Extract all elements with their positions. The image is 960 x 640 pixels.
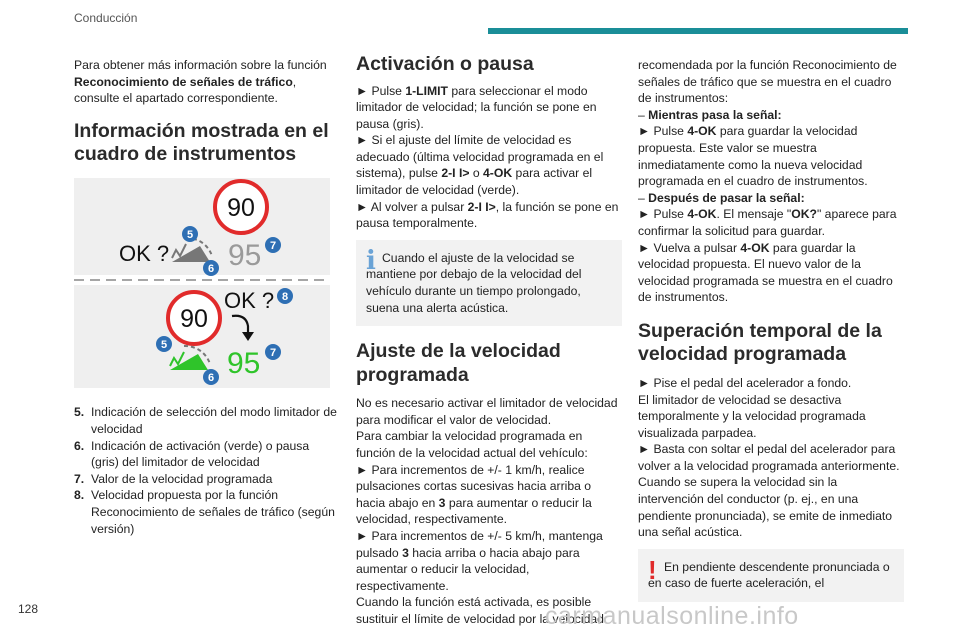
sign-speed-bottom-text: 90 <box>180 304 208 333</box>
paragraph: ► Al volver a pulsar 2-I I>, la función se pone en pausa temporalmente. <box>356 199 619 231</box>
paragraph: ► Pulse 4-OK. El mensaje "OK?" aparece para confirmar la solicitud para guardar. <box>638 207 897 238</box>
svg-text:5: 5 <box>186 228 194 241</box>
ok-prompt-top: OK ? <box>119 240 170 266</box>
legend-item: 7. Valor de la velocidad programada <box>74 471 273 486</box>
paragraph: ► Pulse 1-LIMIT para seleccionar el modo limitador de velocidad; la función se pone en pausa (gris). <box>356 83 597 131</box>
heading-cluster-info: Información mostrada en el cuadro de instrumentos <box>74 119 329 166</box>
legend-item: 6. Indicación de activación (verde) o pausa (gris) del limitador de velocidad <box>74 438 310 470</box>
callout-5-bottom <box>156 336 172 352</box>
cluster-figure <box>74 178 330 388</box>
subheading-during-sign: – Mientras pasa la señal: <box>638 107 782 122</box>
svg-text:6: 6 <box>207 262 215 275</box>
callout-6-bottom <box>203 369 219 385</box>
column-3 <box>638 57 904 612</box>
svg-text:6: 6 <box>207 371 215 384</box>
callout-5-top <box>182 226 198 242</box>
callout-7-top <box>265 237 281 253</box>
paragraph: El limitador de velocidad se desactiva temporalmente y la velocidad programada visualizada parpadea. <box>638 392 866 440</box>
section-label: Conducción <box>74 11 138 25</box>
subheading-after-sign: – Después de pasar la señal: <box>638 190 805 205</box>
watermark: carmanualsonline.info <box>545 602 799 630</box>
callout-8-bottom <box>277 288 293 304</box>
heading-programmed-speed: Ajuste de la velocidad programada <box>356 340 561 386</box>
heading-activation: Activación o pausa <box>356 53 534 75</box>
intro-paragraph: Para obtener más información sobre la función Reconocimiento de señales de tráfico, consulte el apartado correspondiente. <box>74 58 327 106</box>
heading-temporary-override: Superación temporal de la velocidad programada <box>638 319 882 366</box>
column-2 <box>356 53 622 628</box>
svg-text:7: 7 <box>269 346 277 359</box>
speed-sign-bottom <box>168 292 220 344</box>
svg-text:7: 7 <box>269 239 277 252</box>
programmed-speed-bottom: 95 <box>227 346 261 380</box>
paragraph: ► Vuelva a pulsar 4-OK para guardar la velocidad propuesta. El nuevo valor de la velocidad programada se muestra en el cuadro de instrumentos. <box>638 240 893 305</box>
legend-item: 8. Velocidad propuesta por la función Reconocimiento de señales de tráfico (según versión) <box>74 488 335 536</box>
warning-icon: ! <box>648 554 657 585</box>
programmed-speed-top: 95 <box>228 238 262 272</box>
paragraph: Para cambiar la velocidad programada en función de la velocidad actual del vehículo: <box>356 429 588 460</box>
paragraph: recomendada por la función Reconocimiento de señales de tráfico que se muestra en el cuadro de instrumentos: <box>638 58 897 106</box>
warning-box <box>638 549 904 602</box>
callout-7-bottom <box>265 344 281 360</box>
callout-6-top <box>203 260 219 276</box>
figure-legend <box>74 404 340 537</box>
column-1 <box>74 57 340 537</box>
paragraph: ► Para incrementos de +/- 1 km/h, realice pulsaciones cortas sucesivas hacia arriba o hacia abajo en 3 para aumentar o reducir la velocidad, respectivamente. <box>356 462 592 527</box>
svg-text:8: 8 <box>281 290 289 303</box>
legend-item: 5. Indicación de selección del modo limitador de velocidad <box>74 405 337 436</box>
paragraph: ► Pulse 4-OK para guardar la velocidad propuesta. Este valor se muestra inmediatamente como la nueva velocidad programada en el cuadro de instrumentos. <box>638 124 868 189</box>
sign-speed-top-text: 90 <box>227 193 255 222</box>
ok-prompt-bottom: OK ? <box>224 287 275 313</box>
speed-sign-top <box>215 181 267 233</box>
paragraph: ► Si el ajuste del límite de velocidad es adecuado (última velocidad programada en el sistema), pulse 2-I I> o 4-OK para activar el limitador de velocidad (verde). <box>356 133 604 198</box>
tip-text: Cuando el ajuste de la velocidad se mantiene por debajo de la velocidad del vehículo durante un tiempo prolongado, suena una alerta acústica. <box>366 250 582 315</box>
info-icon: i <box>366 245 376 276</box>
paragraph: ► Pise el pedal del acelerador a fondo. <box>638 375 852 390</box>
paragraph: Cuando se supera la velocidad sin la intervención del conductor (p. ej., en una pendiente pronunciada), se emite de inmediato una señal acústica. <box>638 475 893 540</box>
paragraph: Cuando la función está activada, es posible sustituir el límite de velocidad por la velocidad <box>356 595 604 626</box>
page-number: 128 <box>18 602 39 616</box>
svg-text:5: 5 <box>160 338 168 351</box>
paragraph: No es necesario activar el limitador de velocidad para modificar el valor de velocidad. <box>356 396 618 427</box>
info-tip-box <box>356 240 622 326</box>
paragraph: ► Basta con soltar el pedal del acelerador para volver a la velocidad programada anteriormente. <box>638 442 900 473</box>
header-accent-bar <box>488 28 908 34</box>
paragraph: ► Para incrementos de +/- 5 km/h, mantenga pulsado 3 hacia arriba o hacia abajo para aumentar o reducir la velocidad, respectivamente. <box>356 528 603 593</box>
warning-text: En pendiente descendente pronunciada o en caso de fuerte aceleración, el <box>648 559 890 591</box>
